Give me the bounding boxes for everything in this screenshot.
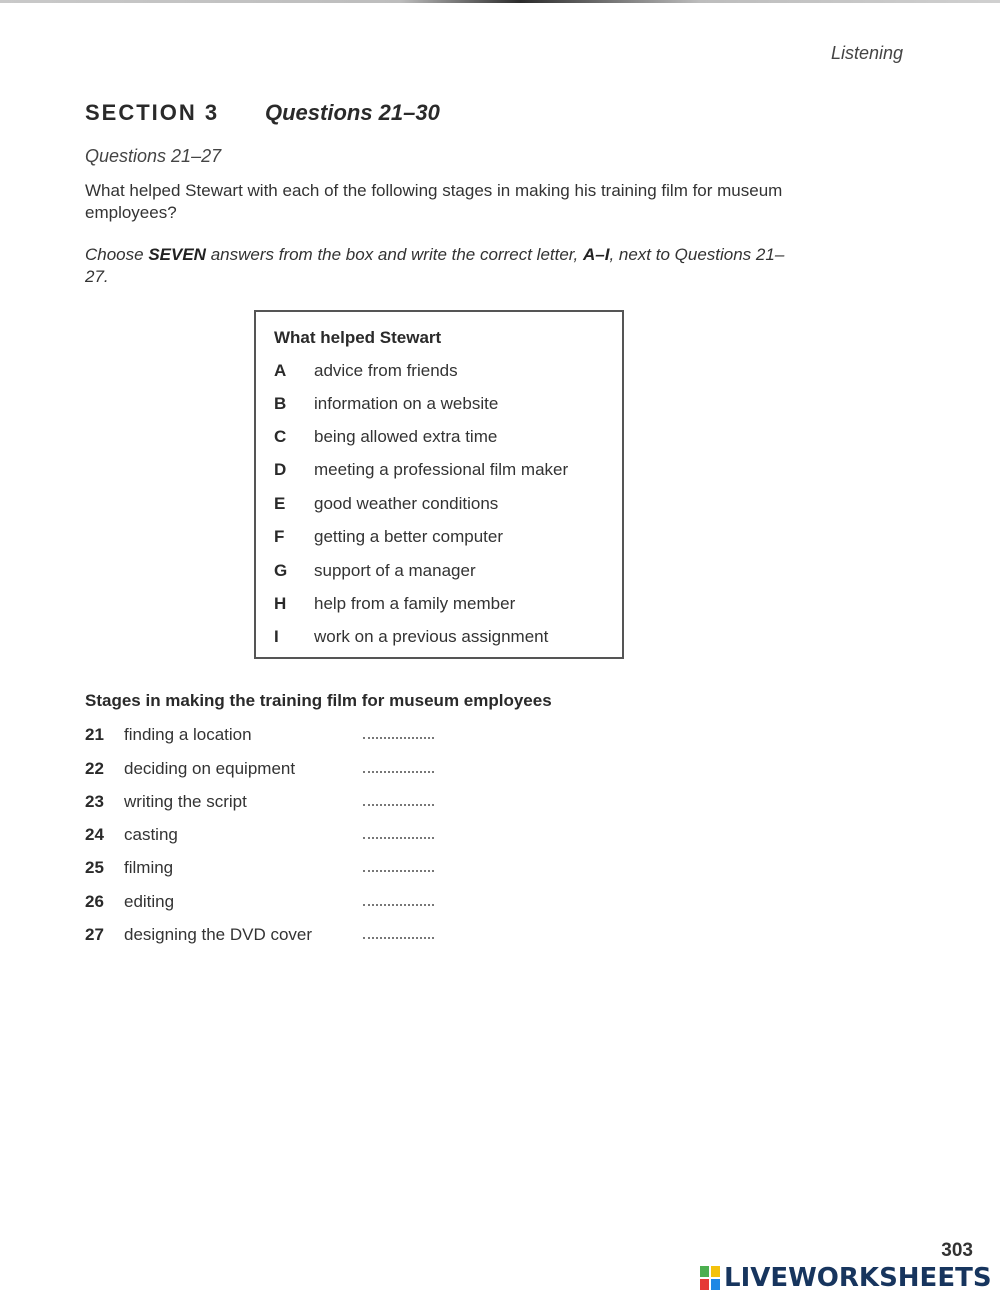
instruction	[85, 244, 785, 288]
option-text: support of a manager	[314, 561, 476, 580]
watermark-text: LIVEWORKSHEETS	[724, 1263, 992, 1293]
option-g	[274, 561, 476, 581]
option-text: good weather conditions	[314, 494, 499, 513]
option-letter: B	[274, 394, 287, 413]
option-text: information on a website	[314, 394, 499, 413]
option-letter: G	[274, 561, 288, 580]
stage-text: filming	[124, 858, 174, 877]
stage-number: 21	[85, 725, 104, 744]
option-letter: H	[274, 594, 287, 613]
option-b	[274, 394, 498, 414]
logo-square-green	[699, 1265, 710, 1278]
answer-blank-27[interactable]	[363, 931, 434, 939]
stage-number: 25	[85, 858, 104, 877]
option-letter: A	[274, 361, 287, 380]
stage-number: 26	[85, 892, 104, 911]
stage-text: editing	[124, 892, 175, 911]
stage-26	[85, 892, 174, 912]
options-box	[254, 310, 624, 659]
option-a	[274, 361, 458, 381]
answer-blank-23[interactable]	[363, 798, 434, 806]
stage-text: designing the DVD cover	[124, 925, 313, 944]
question-text: What helped Stewart with each of the following stages in making his training film for museum employees?	[85, 181, 783, 222]
top-rule	[0, 0, 1000, 3]
stage-number: 27	[85, 925, 104, 944]
option-i	[274, 627, 548, 647]
option-text: getting a better computer	[314, 527, 504, 546]
option-text: work on a previous assignment	[314, 627, 549, 646]
answer-blank-25[interactable]	[363, 864, 434, 872]
option-h	[274, 594, 515, 614]
stage-25	[85, 858, 173, 878]
answer-blank-26[interactable]	[363, 898, 434, 906]
option-letter: D	[274, 460, 287, 479]
stage-text: writing the script	[124, 792, 247, 811]
liveworksheets-logo-icon	[699, 1265, 721, 1291]
stage-21	[85, 725, 252, 745]
liveworksheets-watermark[interactable]	[699, 1263, 992, 1293]
instruction-seven: SEVEN	[148, 245, 206, 264]
section-title: SECTION 3	[85, 100, 220, 125]
option-letter: I	[274, 627, 279, 646]
option-e	[274, 494, 498, 514]
instruction-letters: A–I	[582, 245, 610, 264]
option-text: advice from friends	[314, 361, 458, 380]
answer-blank-22[interactable]	[363, 765, 434, 773]
page-number: 303	[941, 1240, 973, 1261]
stage-22	[85, 759, 295, 779]
stage-text: deciding on equipment	[124, 759, 296, 778]
stage-23	[85, 792, 247, 812]
option-text: meeting a professional film maker	[314, 460, 569, 479]
option-text: being allowed extra time	[314, 427, 498, 446]
option-letter: E	[274, 494, 286, 513]
instruction-suffix: , next to Questions 21–27.	[85, 245, 785, 286]
logo-square-red	[699, 1278, 710, 1291]
answer-blank-24[interactable]	[363, 831, 434, 839]
instruction-middle: answers from the box and write the correct letter,	[205, 245, 583, 264]
stage-number: 23	[85, 792, 104, 811]
logo-square-blue	[710, 1278, 721, 1291]
option-c	[274, 427, 497, 447]
logo-square-yellow	[710, 1265, 721, 1278]
option-f	[274, 527, 503, 547]
option-text: help from a family member	[314, 594, 516, 613]
option-letter: C	[274, 427, 287, 446]
sub-range: Questions 21–27	[85, 146, 222, 166]
stage-number: 22	[85, 759, 104, 778]
running-head: Listening	[830, 43, 903, 63]
stages-title: Stages in making the training film for museum employees	[85, 691, 552, 710]
box-title: What helped Stewart	[274, 328, 442, 347]
option-letter: F	[274, 527, 285, 546]
stage-text: casting	[124, 825, 178, 844]
instruction-prefix: Choose	[85, 245, 149, 264]
stage-number: 24	[85, 825, 104, 844]
section-range: Questions 21–30	[265, 100, 440, 125]
stage-24	[85, 825, 178, 845]
option-d	[274, 460, 568, 480]
answer-blank-21[interactable]	[363, 731, 434, 739]
stage-27	[85, 925, 312, 945]
stage-text: finding a location	[124, 725, 252, 744]
